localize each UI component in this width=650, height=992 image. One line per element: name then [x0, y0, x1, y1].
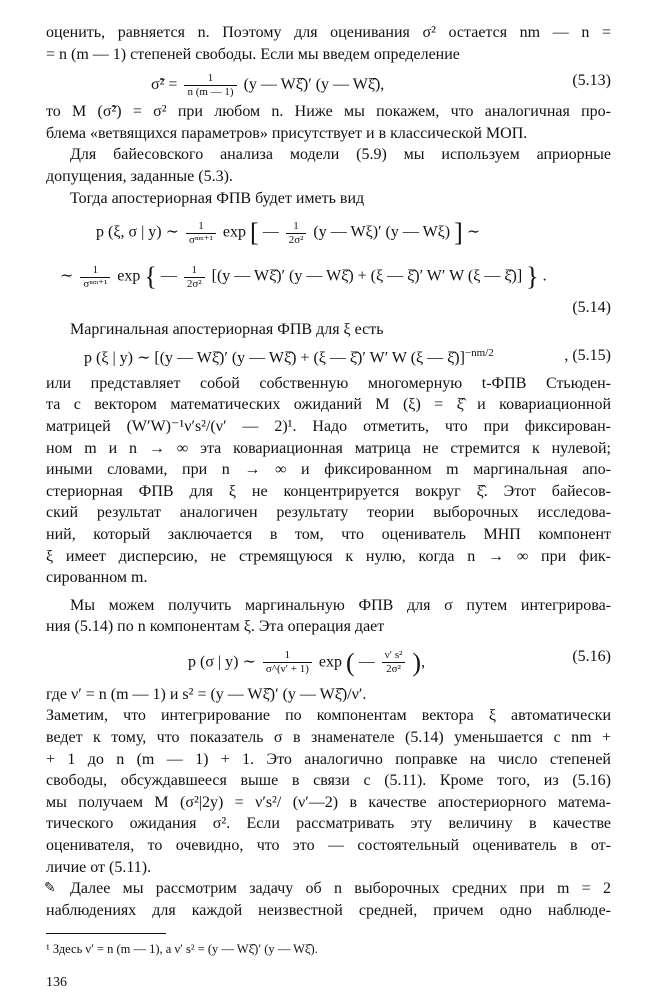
fraction-denominator: σ^(ν′ + 1)	[265, 663, 309, 676]
text-line: то M (σ̃²) = σ² при любом n. Ниже мы покажем, что аналогичная про-	[46, 103, 611, 121]
eq-body: (y — Wξ)′ (y — Wξ)	[313, 223, 451, 241]
text-line: оценить, равняется n. Поэтому для оценивания σ² остается nm — n =	[46, 24, 611, 41]
text-line: ния (5.14) по n компонентам ξ. Эта операция дает	[46, 618, 385, 636]
text-line: = n (m — 1) степеней свободы. Если мы введем определение	[46, 45, 460, 63]
footnote: ¹ Здесь ν′ = n (m — 1), а ν′ s² = (y — Wξ̂)′ (y — Wξ̂).	[46, 942, 318, 957]
fraction	[263, 649, 312, 676]
fraction-numerator: ν′ s²	[382, 649, 406, 663]
fraction	[382, 649, 406, 676]
text-line: наблюдениях для каждой неизвестной средней, причем одно наблюде-	[46, 901, 611, 919]
text-line: ξ имеет дисперсию, не стремящуюся к нулю, когда n → ∞ при фик-	[46, 547, 611, 565]
text-line: свободы, обсуждавшееся выше в связи с (5.11). Кроме того, из (5.16)	[46, 772, 611, 790]
equation-5-14-line1	[46, 209, 611, 253]
equation-number: (5.16)	[572, 647, 611, 665]
text-line: ном m и n → ∞ эта ковариационная матрица не стремится к нулевой;	[46, 439, 611, 457]
eq-lhs: σ̃² =	[151, 76, 178, 94]
text-line: личие от (5.11).	[46, 858, 152, 876]
eq-lhs: p (ξ, σ | y) ∼	[96, 223, 180, 241]
eq-lead: ∼	[60, 267, 74, 285]
fraction-denominator: 2σ²	[386, 663, 401, 676]
fraction-denominator: 2σ²	[186, 277, 202, 290]
bracket-close: ]	[454, 218, 463, 248]
fraction	[80, 264, 110, 291]
eq-body: [(y — Wξ̂)′ (y — Wξ̂) + (ξ — ξ̂)′ W′ W (ξ — ξ̂)]	[211, 267, 523, 285]
text-line: иными словами, при n → ∞ и фиксированном m маргинальная апо-	[46, 461, 611, 479]
equation-number: (5.13)	[572, 72, 611, 90]
minus-sign: —	[358, 653, 375, 671]
exp-label: exp	[222, 223, 247, 241]
fraction-numerator: 1	[184, 264, 205, 278]
marginal-mark-icon: ✎	[44, 881, 56, 897]
text-line: сированном m.	[46, 569, 148, 587]
page	[46, 22, 611, 992]
fraction	[184, 72, 236, 99]
eq-rhs: (y — Wξ̂)′ (y — Wξ̂),	[243, 76, 385, 94]
eq-power: −nm/2	[464, 346, 494, 359]
fraction-denominator: σⁿᵐ⁺¹	[83, 277, 108, 290]
text-line: мы получаем M (σ²|2y) = ν′s²/ (ν′—2) в качестве апостериорного матема-	[46, 793, 611, 811]
fraction-denominator: n (m — 1)	[187, 86, 234, 99]
fraction-numerator: 1	[186, 220, 216, 234]
eq-lhs: p (σ | y) ∼	[188, 653, 256, 671]
brace-open: {	[144, 262, 157, 292]
minus-sign: —	[262, 223, 279, 241]
text-line: матрицей (W′W)⁻¹ν′s²/(ν′ — 2)¹. Надо отметить, что при фиксирован-	[46, 417, 611, 435]
text-line: Мы можем получить маргинальную ФПВ для σ путем интегрирова-	[70, 596, 611, 614]
text-line: оценивателя, то очевидно, что это — состоятельный оцениватель в от-	[46, 837, 611, 855]
fraction	[184, 264, 205, 291]
eq-tail: .	[542, 267, 547, 285]
minus-sign: —	[160, 267, 177, 285]
fraction-denominator: σⁿᵐ⁺¹	[189, 233, 213, 246]
footnote-divider	[46, 933, 166, 934]
text-line: Маргинальная апостериорная ФПВ для ξ есть	[70, 321, 384, 339]
text-line: ведет к тому, что показатель σ в знаменателе (5.14) уменьшается с nm +	[46, 729, 611, 747]
text-line: ний, который заключается в том, что оцениватель МНП компонент	[46, 525, 611, 543]
text-line: блема «ветвящихся параметров» присутствует и в классической МОП.	[46, 124, 528, 142]
fraction-numerator: 1	[286, 220, 307, 234]
exp-label: exp	[318, 653, 343, 671]
fraction-numerator: 1	[184, 72, 236, 86]
text-line: тического ожидания σ². Если рассматривать эту величину в качестве	[46, 815, 611, 833]
eq-body: p (ξ | y) ∼ [(y — Wξ̂)′ (y — Wξ̂) + (ξ — ξ̂)′ W′ W (ξ — ξ̂)]	[84, 349, 465, 367]
text-line: допущения, заданные (5.3).	[46, 167, 233, 185]
text-line	[46, 878, 611, 900]
paren-open: (	[346, 647, 355, 677]
equation-5-13	[46, 65, 611, 101]
fraction-denominator: 2σ²	[288, 233, 304, 246]
text-line-content: Далее мы рассмотрим задачу об n выборочных средних при m = 2	[70, 880, 611, 898]
equation-5-15	[46, 341, 611, 373]
text-line: Для байесовского анализа модели (5.9) мы используем априорные	[70, 146, 611, 164]
text-line: где ν′ = n (m — 1) и s² = (y — Wξ̂)′ (y — Wξ̂)/ν′.	[46, 685, 367, 703]
fraction	[186, 220, 216, 247]
text-line: ский результат аналогичен результату теории выборочных исследова-	[46, 504, 611, 522]
equation-number: (5.14)	[572, 299, 611, 317]
fraction	[286, 220, 307, 247]
text-line: стериорная ФПВ для ξ не концентрируется вокруг ξ̂. Этот байесов-	[46, 482, 611, 500]
equation-number: , (5.15)	[564, 346, 611, 364]
equation-5-14-line2	[46, 253, 611, 297]
text-line: Тогда апостериорная ФПВ будет иметь вид	[70, 189, 365, 207]
brace-close: }	[526, 262, 539, 292]
paren-close: )	[412, 647, 422, 677]
eq-tail: ∼	[466, 223, 481, 241]
fraction-numerator: 1	[263, 649, 312, 663]
bracket-open: [	[250, 218, 259, 248]
page-number: 136	[46, 975, 67, 991]
exp-label: exp	[117, 267, 141, 285]
text-line: или представляет собой собственную многомерную t-ФПВ Стьюден-	[46, 374, 611, 392]
text-line: та с вектором математических ожиданий M (ξ) = ξ̂ и ковариационной	[46, 396, 611, 414]
text-line: Заметим, что интегрирование по компонентам вектора ξ автоматически	[46, 707, 611, 725]
text-line: + 1 до n (m — 1) + 1. Это аналогично поправке на число степеней	[46, 750, 611, 768]
fraction-numerator: 1	[80, 264, 110, 278]
equation-5-16: p (σ | y) ∼ $\frac{1}{\sigma\^{}(\nu' + 1)}$ exp ( — $\frac{\text{ν′ s²}}{\text{2σ²}}$ ), (5.16)	[188, 647, 611, 677]
